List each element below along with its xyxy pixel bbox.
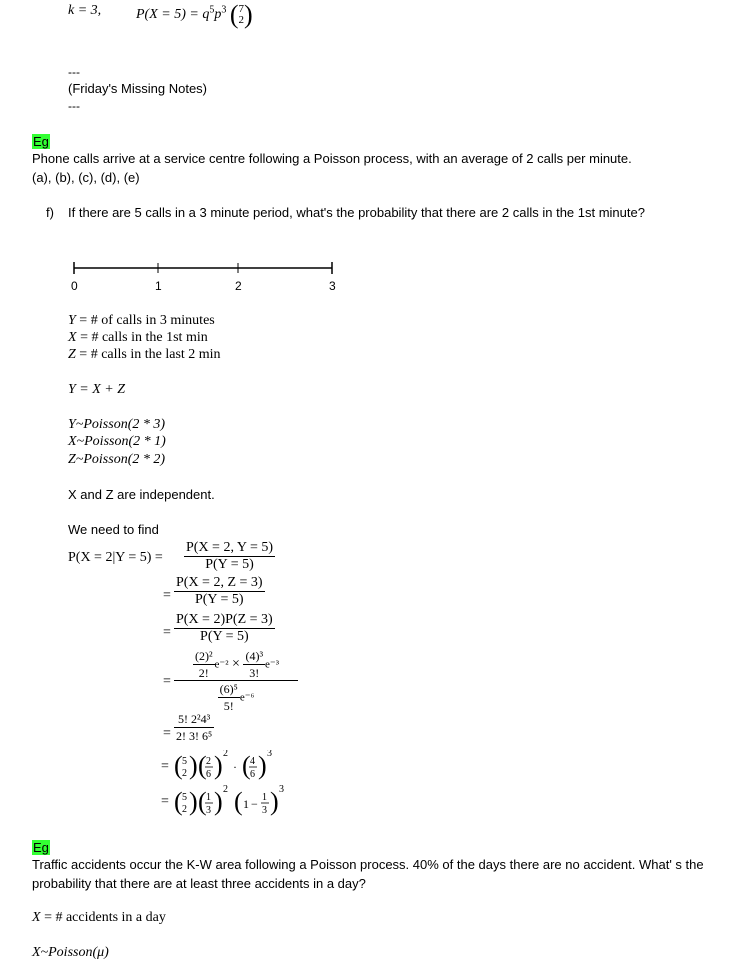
dist-y: Y~Poisson(2 * 3) xyxy=(68,417,166,432)
step4-b-num: (4)³ xyxy=(245,649,264,663)
step6-exp2: 3 xyxy=(267,750,273,759)
step7-frac2-num: 1 xyxy=(262,792,268,803)
step2-equals: = xyxy=(163,588,171,603)
timeline-label-3: 3 xyxy=(329,279,336,293)
step4-numerator xyxy=(174,648,298,681)
timeline-label-2: 2 xyxy=(235,279,242,293)
dist-z: Z~Poisson(2 * 2) xyxy=(68,452,166,467)
p-exp2: 3 xyxy=(221,4,227,16)
step6-binom-bot: 2 xyxy=(182,768,188,779)
step7-paren3-close: ) xyxy=(270,787,280,816)
step7-minus: − xyxy=(251,797,259,811)
step6-expression xyxy=(161,750,284,784)
step2-den: P(Y = 5) xyxy=(194,592,244,607)
sum-equation: Y = X + Z xyxy=(68,382,126,397)
timeline-label-0: 0 xyxy=(71,279,78,293)
question-text: If there are 5 calls in a 3 minute period, what's the probability that there are 2 calls in the 1st minute? xyxy=(68,205,645,220)
derivation-lhs: P(X = 2|Y = 5) = xyxy=(68,550,163,565)
step6-frac2-num: 4 xyxy=(250,756,256,767)
step6-paren-open: ( xyxy=(174,751,184,780)
step7-paren2-open: ( xyxy=(198,787,208,816)
step7-exp1: 2 xyxy=(223,784,229,795)
step7-paren2-close: ) xyxy=(214,787,224,816)
step4-a-den: 2! xyxy=(198,666,209,680)
step3-equals: = xyxy=(163,625,171,640)
p-exp1: 5 xyxy=(209,4,215,16)
step4-a-num: (2)² xyxy=(194,649,213,663)
step6-paren2-close: ) xyxy=(214,751,224,780)
example1-line2: (a), (b), (c), (d), (e) xyxy=(32,170,140,185)
step4-c-num: (6)⁵ xyxy=(219,682,238,696)
step7-paren-open: ( xyxy=(174,787,184,816)
p-expr: P(X = 5) = q xyxy=(136,7,210,23)
step6-paren3-close: ) xyxy=(258,751,268,780)
notes-dash-bottom: --- xyxy=(68,99,80,113)
step7-expression xyxy=(161,784,312,820)
need-to-find: We need to find xyxy=(68,522,159,537)
def-x-var: X xyxy=(68,330,77,345)
step7-paren-close: ) xyxy=(189,787,199,816)
dist-x: X~Poisson(2 * 1) xyxy=(68,434,166,449)
step3-fraction xyxy=(174,612,275,645)
example2-line2: probability that there are at least three accidents in a day? xyxy=(32,876,366,891)
def-z-var: Z xyxy=(68,347,76,362)
step6-paren-close: ) xyxy=(189,751,199,780)
step4-c-exp: e⁻⁶ xyxy=(239,691,255,704)
step5-den: 2! 3! 6⁵ xyxy=(176,729,213,743)
step2-fraction xyxy=(174,575,265,608)
step6-equals: = xyxy=(161,759,169,774)
step6-paren2-open: ( xyxy=(198,751,208,780)
binom-bottom: 2 xyxy=(238,14,244,26)
binom-top: 7 xyxy=(238,3,244,15)
timeline-label-1: 1 xyxy=(155,279,162,293)
step1-fraction xyxy=(184,540,275,573)
example-tag: Eg xyxy=(33,134,49,149)
example2-def-text: = # accidents in a day xyxy=(40,910,166,925)
step4-a-exp: e⁻² xyxy=(214,658,229,671)
def-z xyxy=(68,347,221,363)
step6-dot: · xyxy=(233,760,238,774)
step4-denominator xyxy=(174,681,298,714)
question-label: f) xyxy=(46,205,54,220)
step4-fraction xyxy=(174,648,298,714)
def-y-var: Y xyxy=(68,313,76,328)
step7-frac1-num: 1 xyxy=(206,792,212,803)
def-x-text: = # calls in the 1st min xyxy=(76,330,208,345)
step7-one: 1 xyxy=(243,797,250,811)
step4-b-exp: e⁻³ xyxy=(265,658,280,671)
example2-def-var: X xyxy=(32,910,41,925)
step7-exp2: 3 xyxy=(279,784,285,795)
step5-equals: = xyxy=(163,726,171,741)
step4-c-den: 5! xyxy=(223,699,234,713)
step5-fraction xyxy=(174,711,214,744)
binomial-coefficient: ( 7 2 ) xyxy=(229,0,253,29)
step7-svg xyxy=(172,784,312,820)
step3-num: P(X = 2)P(Z = 3) xyxy=(176,612,273,627)
step6-svg xyxy=(172,750,284,784)
example2-dist: X~Poisson(μ) xyxy=(32,945,109,960)
step6-frac2-den: 6 xyxy=(250,769,256,780)
step7-frac2-den: 3 xyxy=(262,805,268,816)
step7-paren3-open: ( xyxy=(234,787,244,816)
timeline-diagram xyxy=(60,258,350,298)
example2-tag: Eg xyxy=(33,840,49,855)
step6-paren3-open: ( xyxy=(242,751,252,780)
step6-frac1-num: 2 xyxy=(206,756,212,767)
step4-b-den: 3! xyxy=(249,666,260,680)
def-y xyxy=(68,313,215,329)
step6-exp1: 2 xyxy=(223,750,229,759)
notes-text: (Friday's Missing Notes) xyxy=(68,81,208,96)
top-k-equation xyxy=(68,3,101,19)
def-y-text: = # of calls in 3 minutes xyxy=(75,313,215,328)
top-probability-expression xyxy=(136,0,253,30)
step7-frac1-den: 3 xyxy=(206,805,212,816)
independence-statement: X and Z are independent. xyxy=(68,487,215,502)
step7-equals: = xyxy=(161,794,169,809)
step4-equals: = xyxy=(163,674,171,689)
def-x xyxy=(68,330,208,346)
step1-num: P(X = 2, Y = 5) xyxy=(186,540,274,555)
k-equals: k = 3, xyxy=(68,3,102,18)
step7-binom-bot: 2 xyxy=(182,804,188,815)
step4-times: × xyxy=(232,656,240,672)
example2-line1: Traffic accidents occur the K-W area following a Poisson process. 40% of the days there are no accident. What' s the xyxy=(32,857,704,872)
step5-num: 5! 2²4³ xyxy=(174,711,214,728)
step2-num: P(X = 2, Z = 3) xyxy=(176,575,263,590)
step1-den: P(Y = 5) xyxy=(205,557,254,572)
step7-binom-top: 5 xyxy=(182,792,188,803)
def-z-text: = # calls in the last 2 min xyxy=(75,347,221,362)
example1-line1: Phone calls arrive at a service centre following a Poisson process, with an average of 2 calls per minute. xyxy=(32,151,632,166)
p-p: p xyxy=(214,7,222,23)
step3-den: P(Y = 5) xyxy=(200,629,249,644)
step6-frac1-den: 6 xyxy=(206,769,212,780)
step6-binom-top: 5 xyxy=(182,756,188,767)
notes-dash-top: --- xyxy=(68,65,80,79)
example2-def xyxy=(32,910,166,926)
